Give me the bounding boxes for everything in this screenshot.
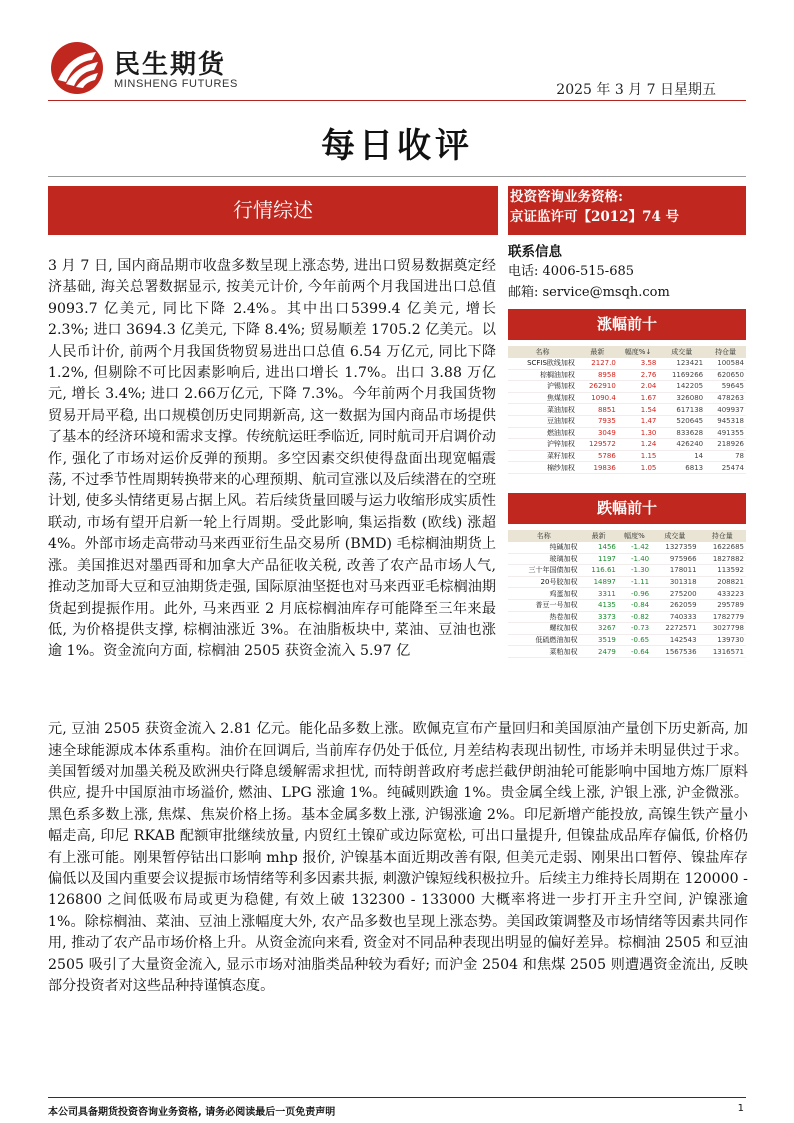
title-divider <box>48 176 746 177</box>
contract-name: 燃油加权 <box>508 427 577 439</box>
table-cell: 123421 <box>658 358 705 369</box>
contract-name: 20号胶加权 <box>508 576 579 588</box>
table-row <box>508 646 746 658</box>
table-cell: 520645 <box>658 415 705 427</box>
table-cell: 142205 <box>658 381 705 393</box>
column-header: 名称 <box>508 530 579 542</box>
table-cell: 5786 <box>577 450 618 462</box>
table-cell: 740333 <box>651 611 698 623</box>
table-cell: -0.96 <box>618 588 651 600</box>
table-cell: -0.82 <box>618 611 651 623</box>
contract-name: SCFIS欧线加权 <box>508 358 577 369</box>
page-title: 每日收评 <box>321 126 473 166</box>
report-date: 2025 年 3 月 7 日星期五 <box>556 82 716 98</box>
table-cell: 3519 <box>579 634 617 646</box>
table-cell: -0.64 <box>618 646 651 658</box>
contract-name: 玻璃加权 <box>508 553 579 565</box>
losers-heading: 跌幅前十 <box>508 493 746 524</box>
contract-name: 普豆一号加权 <box>508 599 579 611</box>
table-cell: 617138 <box>658 404 705 416</box>
table-cell: 301318 <box>651 576 698 588</box>
company-logo <box>48 40 238 96</box>
contact-phone: 电话: 4006-515-685 <box>508 264 635 279</box>
column-header: 幅度%↓ <box>618 346 659 358</box>
table-cell: -1.42 <box>618 542 651 553</box>
contract-name: 焦煤加权 <box>508 392 577 404</box>
market-summary-column <box>48 256 496 663</box>
table-cell: 1567536 <box>651 646 698 658</box>
table-cell: 478263 <box>705 392 746 404</box>
gainers-table <box>508 346 746 474</box>
table-row <box>508 599 746 611</box>
table-row <box>508 611 746 623</box>
table-cell: 2.76 <box>618 369 659 381</box>
column-header: 成交量 <box>658 346 705 358</box>
table-cell: 2.04 <box>618 381 659 393</box>
table-cell: 1316571 <box>699 646 746 658</box>
column-header: 幅度% <box>618 530 651 542</box>
contract-name: 纯碱加权 <box>508 542 579 553</box>
table-cell: 113592 <box>699 565 746 577</box>
contact-heading: 联系信息 <box>508 244 562 260</box>
table-row <box>508 415 746 427</box>
table-cell: 1327359 <box>651 542 698 553</box>
table-cell: 3267 <box>579 623 617 635</box>
contract-name: 螺纹加权 <box>508 623 579 635</box>
table-cell: 59645 <box>705 381 746 393</box>
table-row <box>508 427 746 439</box>
body-paragraph-continued: 元, 豆油 2505 获资金流入 2.81 亿元。能化品多数上涨。欧佩克宣布产量回归和美国原油产量创下历史新高, 加速全球能源成本体系重构。油价在回调后, 当前库存仍处于低位, 月差结构表现出韧性, 市场并未明显供过于求。美国暂缓对加墨关税及欧洲央行降息缓解需求担忧, 而特朗普政府考虑拦截伊朗油轮可能影响中国地方炼厂原料供应, 提升中国原油市场溢价, 燃油、LPG 涨逾 1%。纯碱则跌逾 1%。贵金属全线上涨, 沪银上涨, 沪金微涨。黑色系多数上涨, 焦煤、焦炭价格上扬。基本金属多数上涨, 沪锡涨逾 2%。印尼新增产能投放, 高镍生铁产量小幅走高, 印尼 RKAB 配额审批继续放量, 内贸红土镍矿或边际宽松, 可出口量提升, 但镍盐成品库存偏低, 价格仍有上涨可能。刚果暂停钴出口影响 mhp 报价, 沪镍基本面近期改善有限, 但美元走弱、刚果出口暂停、镍盐库存偏低以及国内重要会议提振市场情绪等利多因素共振, 刺激沪镍短线积极拉升。后续主力维持长周期在 120000 - 126800 之间低吸布局或更为稳健, 有效上破 132300 - 133000 大概率将进一步打开主升空间, 沪镍涨逾 1%。除棕榈油、菜油、豆油上涨幅度大外, 农产品多数也呈现上涨态势。美国政策调整及市场情绪等因素共同作用, 推动了农产品市场价格上升。从资金流向来看, 资金对不同品种表现出明显的偏好差异。棕榈油 2505 和豆油 2505 吸引了大量资金流入, 显示市场对油脂类品种较为看好; 而沪金 2504 和焦煤 2505 则遭遇资金流出, 反映部分投资者对这些品种持谨慎态度。 <box>48 721 748 994</box>
license-line-2: 京证监许可【2012】74 号 <box>510 209 680 225</box>
table-cell: 25474 <box>705 462 746 474</box>
table-cell: -0.65 <box>618 634 651 646</box>
license-line-1: 投资咨询业务资格: <box>510 189 623 205</box>
table-cell: 3311 <box>579 588 617 600</box>
table-cell: 620650 <box>705 369 746 381</box>
table-cell: 1.15 <box>618 450 659 462</box>
table-row <box>508 358 746 369</box>
page-number: 1 <box>737 1103 744 1114</box>
table-header-row <box>508 346 746 358</box>
table-cell: 178011 <box>651 565 698 577</box>
table-cell: 975966 <box>651 553 698 565</box>
table-cell: 4135 <box>579 599 617 611</box>
footer-divider <box>48 1097 746 1098</box>
table-cell: 100584 <box>705 358 746 369</box>
contact-email: 邮箱: service@msqh.com <box>508 285 670 300</box>
table-cell: 1.54 <box>618 404 659 416</box>
table-cell: 262059 <box>651 599 698 611</box>
table-cell: 3373 <box>579 611 617 623</box>
table-cell: 491355 <box>705 427 746 439</box>
table-row <box>508 576 746 588</box>
table-cell: 116.61 <box>579 565 617 577</box>
table-cell: 262910 <box>577 381 618 393</box>
table-cell: 7935 <box>577 415 618 427</box>
table-cell: -0.84 <box>618 599 651 611</box>
table-cell: 3027798 <box>699 623 746 635</box>
table-cell: 1090.4 <box>577 392 618 404</box>
column-header: 持仓量 <box>699 530 746 542</box>
table-cell: -1.11 <box>618 576 651 588</box>
table-cell: 19836 <box>577 462 618 474</box>
table-cell: 833628 <box>658 427 705 439</box>
contract-name: 豆油加权 <box>508 415 577 427</box>
footer-disclaimer: 本公司具备期货投资咨询业务资格, 请务必阅读最后一页免责声明 <box>48 1107 336 1118</box>
table-row <box>508 369 746 381</box>
table-cell: 1197 <box>579 553 617 565</box>
logo-chinese-name: 民生期货 <box>114 50 227 80</box>
header-divider <box>48 100 746 101</box>
table-row <box>508 462 746 474</box>
table-cell: 1827882 <box>699 553 746 565</box>
column-header: 成交量 <box>651 530 698 542</box>
table-row <box>508 623 746 635</box>
table-cell: -1.30 <box>618 565 651 577</box>
table-cell: 295789 <box>699 599 746 611</box>
table-cell: 78 <box>705 450 746 462</box>
table-cell: 142543 <box>651 634 698 646</box>
table-cell: 1456 <box>579 542 617 553</box>
table-row <box>508 392 746 404</box>
table-cell: 1.05 <box>618 462 659 474</box>
body-paragraph: 3 月 7 日, 国内商品期市收盘多数呈现上涨态势, 进出口贸易数据奠定经济基础, 海关总署数据显示, 按美元计价, 今年前两个月我国进出口总值 9093.7 亿美元, 同比下降 2.4%。其中出口5399.4 亿美元, 增长 2.3%; 进口 3694.3 亿美元, 下降 8.4%; 贸易顺差 1705.2 亿美元。以人民币计价, 前两个月我国货物贸易进出口总值 6.54 万亿元, 同比下降 1.2%, 但剔除不可比因素影响后, 进出口增长 1.7%。出口 3.88 万亿元, 增长 3.4%; 进口 2.66万亿元, 下降 7.3%。今年前两个月我国货物贸易开局平稳, 出口规模创历史同期新高, 这一数据为国内商品市场提供了基本的经济环境和需求支撑。传统航运旺季临近, 同时航司开启调价动作, 强化了市场对运价反弹的预期。多空因素交织使得盘面出现宽幅震荡, 不过季节性周期转换带来的心理预期、航司宣涨以及后续潜在的空班计划, 使多头情绪更易占据上风。若后续货量回暖与运力收缩形成实质性联动, 市场有望开启新一轮上行周期。受此影响, 集运指数 (欧线) 涨超 4%。外部市场走高带动马来西亚衍生品交易所 (BMD) 毛棕榈油期货上涨。美国推迟对墨西哥和加拿大产品征收关税, 改善了农产品市场人气, 推动芝加哥大豆和豆油期货走强, 国际原油坚挺也对马来西亚毛棕榈油期货起到提振作用。此外, 马来西亚 2 月底棕榈油库存可能降至三年来最低, 为价格提供支撑, 棕榈油涨近 3%。在油脂板块中, 菜油、豆油也涨逾 1%。资金流向方面, 棕榈油 2505 获资金流入 5.97 亿 <box>48 258 496 660</box>
contract-name: 沪锌加权 <box>508 439 577 451</box>
table-cell: 139730 <box>699 634 746 646</box>
table-cell: 8851 <box>577 404 618 416</box>
table-cell: 1.24 <box>618 439 659 451</box>
license-box <box>508 186 746 235</box>
table-cell: 1.47 <box>618 415 659 427</box>
table-cell: 14897 <box>579 576 617 588</box>
contract-name: 热卷加权 <box>508 611 579 623</box>
column-header: 持仓量 <box>705 346 746 358</box>
contract-name: 沪锡加权 <box>508 381 577 393</box>
table-cell: -1.40 <box>618 553 651 565</box>
column-header: 最新 <box>577 346 618 358</box>
table-cell: -0.73 <box>618 623 651 635</box>
table-cell: 433223 <box>699 588 746 600</box>
table-cell: 409937 <box>705 404 746 416</box>
table-row <box>508 565 746 577</box>
contract-name: 棉纱加权 <box>508 462 577 474</box>
table-cell: 2127.0 <box>577 358 618 369</box>
table-cell: 1.30 <box>618 427 659 439</box>
table-row <box>508 634 746 646</box>
table-cell: 1169266 <box>658 369 705 381</box>
table-cell: 945318 <box>705 415 746 427</box>
table-cell: 129572 <box>577 439 618 451</box>
table-cell: 1622685 <box>699 542 746 553</box>
losers-table <box>508 530 746 658</box>
minsheng-logo-icon <box>48 40 106 96</box>
table-cell: 3049 <box>577 427 618 439</box>
table-cell: 8958 <box>577 369 618 381</box>
market-summary-continued <box>48 705 748 1011</box>
table-row <box>508 439 746 451</box>
table-cell: 218926 <box>705 439 746 451</box>
table-cell: 208821 <box>699 576 746 588</box>
table-cell: 2272571 <box>651 623 698 635</box>
contract-name: 菜油加权 <box>508 404 577 416</box>
table-cell: 2479 <box>579 646 617 658</box>
column-header: 最新 <box>579 530 617 542</box>
section-heading: 行情综述 <box>48 186 498 235</box>
table-cell: 1.67 <box>618 392 659 404</box>
table-cell: 275200 <box>651 588 698 600</box>
table-row <box>508 381 746 393</box>
table-row <box>508 404 746 416</box>
contract-name: 棕榈油加权 <box>508 369 577 381</box>
table-row <box>508 542 746 553</box>
table-cell: 6813 <box>658 462 705 474</box>
table-cell: 14 <box>658 450 705 462</box>
table-cell: 326080 <box>658 392 705 404</box>
table-cell: 1782779 <box>699 611 746 623</box>
table-row <box>508 450 746 462</box>
contract-name: 菜粕加权 <box>508 646 579 658</box>
table-header-row <box>508 530 746 542</box>
contract-name: 菜籽加权 <box>508 450 577 462</box>
gainers-heading: 涨幅前十 <box>508 309 746 340</box>
logo-english-name: MINSHENG FUTURES <box>114 78 238 90</box>
contract-name: 鸡蛋加权 <box>508 588 579 600</box>
column-header: 名称 <box>508 346 577 358</box>
contract-name: 低硫燃油加权 <box>508 634 579 646</box>
contract-name: 三十年国债加权 <box>508 565 579 577</box>
table-cell: 3.58 <box>618 358 659 369</box>
table-row <box>508 588 746 600</box>
table-cell: 426240 <box>658 439 705 451</box>
table-row <box>508 553 746 565</box>
